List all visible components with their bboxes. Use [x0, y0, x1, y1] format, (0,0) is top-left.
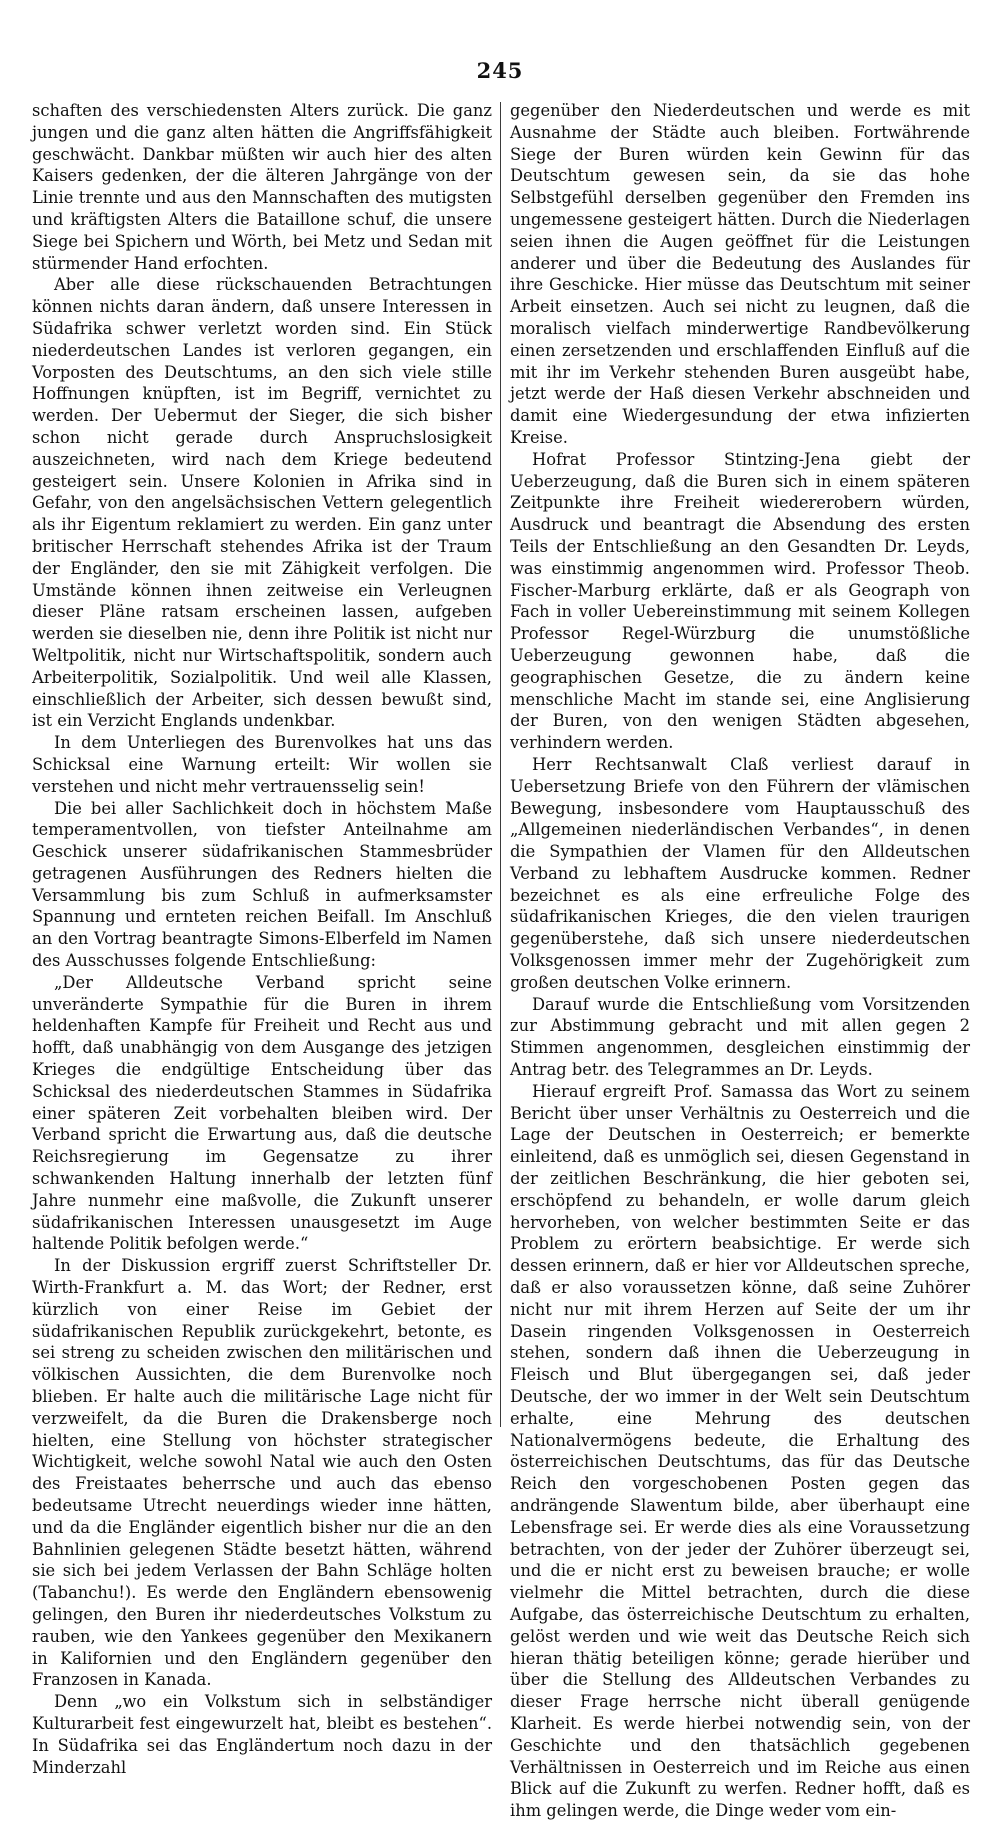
paragraph: Hierauf ergreift Prof. Samassa das Wort zu seinem Bericht über unser Verhältnis zu Oesterreich und die Lage der Deutschen in Oesterreich; er bemerkte einleitend, daß es unmöglich sei, diesen Gegenstand in der zeitlichen Beschränkung, die hier geboten sei, erschöpfend zu behandeln, er wolle darum gleich hervorheben, von welcher bestimmten Seite er das Problem zu erörtern beabsichtige. Er werde sich dessen erinnern, daß er hier vor Alldeutschen spreche, daß er also voraussetzen könne, daß seine Zuhörer nicht nur mit ihrem Herzen auf Seite der um ihr Dasein ringenden Volksgenossen in Oesterreich stehen, sondern daß ihnen die Ueberzeugung in Fleisch und Blut übergegangen sei, daß jeder Deutsche, der wo immer in der Welt sein Deutschtum erhalte, eine Mehrung des deutschen Nationalvermögens bedeute, die Erhaltung des österreichischen Deutschtums, das für das Deutsche Reich den vorgeschobenen Posten gegen das andrängende Slawentum bilde, aber überhaupt eine Lebensfrage sei. Er werde dies als eine Voraussetzung betrachten, von der jeder der Zuhörer überzeugt sei, und die er nicht erst zu beweisen brauche; er wolle vielmehr die Mittel betrachten, durch die diese Aufgabe, das österreichische Deutschtum zu erhalten, gelöst werden und wie weit das Deutsche Reich sich hieran thätig beteiligen könne; gerade hierüber und über die Stellung des Alldeutschen Verbandes zu dieser Frage herrsche nicht überall genügende Klarheit. Es werde hierbei notwendig sein, von der Geschichte und den thatsächlich gegebenen Verhältnissen in Oesterreich und im Reiche aus einen Blick auf die Zukunft zu werfen. Redner hofft, daß es ihm gelingen werde, die Dinge weder vom ein-	[510, 1081, 970, 1821]
left-column	[32, 100, 492, 1777]
column-divider	[500, 102, 501, 1427]
paragraph: Herr Rechtsanwalt Claß verliest darauf in Uebersetzung Briefe von den Führern der vlämischen Bewegung, insbesondere vom Hauptausschuß des „Allgemeinen niederländischen Verbandes“, in denen die Sympathien der Vlamen für den Alldeutschen Verband zu lebhaftem Ausdrucke kommen. Redner bezeichnet es als eine erfreuliche Folge des südafrikanischen Krieges, die den vielen traurigen gegenüberstehe, daß sich unsere niederdeutschen Volksgenossen immer mehr der Zugehörigkeit zum großen deutschen Volke erinnern.	[510, 754, 970, 992]
paragraph: In dem Unterliegen des Burenvolkes hat uns das Schicksal eine Warnung erteilt: Wir wollen sie verstehen und nicht mehr vertrauensselig sein!	[32, 733, 492, 796]
right-column	[510, 100, 970, 1821]
paragraph: Hofrat Professor Stintzing-Jena giebt der Ueberzeugung, daß die Buren sich in einem späteren Zeitpunkte ihre Freiheit wiedererobern würden, Ausdruck und beantragt die Absendung des ersten Teils der Entschließung an den Gesandten Dr. Leyds, was einstimmig angenommen wird. Professor Theob. Fischer-Marburg erklärte, daß er als Geograph von Fach in voller Uebereinstimmung mit seinem Kollegen Professor Regel-Würzburg die unumstößliche Ueberzeugung gewonnen habe, daß die geographischen Gesetze, die zu ändern keine menschliche Macht im stande sei, eine Anglisierung der Buren, von den wenigen Städten abgesehen, verhindern werden.	[510, 449, 970, 753]
paragraph: gegenüber den Niederdeutschen und werde es mit Ausnahme der Städte auch bleiben. Fortwährende Siege der Buren würden kein Gewinn für das Deutschtum gewesen sein, da sie das hohe Selbstgefühl derselben gegenüber den Fremden ins ungemessene gesteigert hätten. Durch die Niederlagen seien ihnen die Augen geöffnet für die Leistungen anderer und über die Bedeutung des Auslandes für ihre Geschicke. Hier müsse das Deutschtum mit seiner Arbeit einsetzen. Auch sei nicht zu leugnen, daß die moralisch vielfach minderwertige Randbevölkerung einen zersetzenden und erschlaffenden Einfluß auf die mit ihr im Verkehr stehenden Buren ausgeübt habe, jetzt werde der Haß diesen Verkehr abschneiden und damit eine Wiedergesundung der etwa infizierten Kreise.	[510, 101, 970, 447]
page-number: 245	[476, 58, 524, 83]
paragraph: schaften des verschiedensten Alters zurück. Die ganz jungen und die ganz alten hätten die Angriffsfähigkeit geschwächt. Dankbar müßten wir auch hier des alten Kaisers gedenken, der die älteren Jahrgänge von der Linie trennte und aus den Mannschaften des mutigsten und kräftigsten Alters die Bataillone schuf, die unsere Siege bei Spichern und Wörth, bei Metz und Sedan mit stürmender Hand erfochten.	[32, 101, 492, 273]
paragraph: Darauf wurde die Entschließung vom Vorsitzenden zur Abstimmung gebracht und mit allen gegen 2 Stimmen angenommen, desgleichen einstimmig der Antrag betr. des Telegrammes an Dr. Leyds.	[510, 994, 970, 1080]
paragraph: In der Diskussion ergriff zuerst Schriftsteller Dr. Wirth-Frankfurt a. M. das Wort; der Redner, erst kürzlich von einer Reise im Gebiet der südafrikanischen Republik zurückgekehrt, betonte, es sei streng zu scheiden zwischen den militärischen und völkischen Aussichten, die dem Burenvolke noch blieben. Er halte auch die militärische Lage nicht für verzweifelt, da die Buren die Drakensberge noch hielten, eine Stellung von höchster strategischer Wichtigkeit, welche sowohl Natal wie auch den Osten des Freistaates beherrsche und auch das ebenso bedeutsame Utrecht neuerdings wieder inne hätten, und da die Engländer eigentlich bisher nur die an den Bahnlinien gelegenen Städte besetzt hätten, während sie sich bei jedem Verlassen der Bahn Schläge holten (Tabanchu!). Es werde den Engländern ebensowenig gelingen, den Buren ihr niederdeutsches Volkstum zu rauben, wie den Yankees gegenüber den Mexikanern in Kalifornien und den Engländern gegenüber den Franzosen in Kanada.	[32, 1256, 492, 1690]
paragraph: Die bei aller Sachlichkeit doch in höchstem Maße temperamentvollen, von tiefster Anteilnahme am Geschick unserer südafrikanischen Stammesbrüder getragenen Ausführungen des Redners hielten die Versammlung bis zum Schluß in aufmerksamster Spannung und ernteten reichen Beifall. Im Anschluß an den Vortrag beantragte Simons-Elberfeld im Namen des Ausschusses folgende Entschließung:	[32, 798, 492, 971]
paragraph: Denn „wo ein Volkstum sich in selbständiger Kulturarbeit fest eingewurzelt hat, bleibt es bestehen“. In Südafrika sei das Engländertum noch dazu in der Minderzahl	[32, 1692, 492, 1777]
resolution-quote: „Der Alldeutsche Verband spricht seine unveränderte Sympathie für die Buren in ihrem heldenhaften Kampfe für Freiheit und Recht aus und hofft, daß unabhängig von dem Ausgange des jetzigen Krieges die endgültige Entscheidung über das Schicksal des niederdeutschen Stammes in Südafrika einer späteren Zeit vorbehalten bleiben wird. Der Verband spricht die Erwartung aus, daß die deutsche Reichsregierung im Gegensatze zu ihrer schwankenden Haltung innerhalb der letzten fünf Jahre nunmehr eine maßvolle, die Zukunft unserer südafrikanischen Interessen unausgesetzt im Auge haltende Politik befolgen werde.“	[32, 972, 492, 1254]
paragraph: Aber alle diese rückschauenden Betrachtungen können nichts daran ändern, daß unsere Interessen in Südafrika schwer verletzt worden sind. Ein Stück niederdeutschen Landes ist verloren gegangen, ein Vorposten des Deutschtums, an den sich viele stille Hoffnungen knüpften, ist im Begriff, vernichtet zu werden. Der Uebermut der Sieger, die sich bisher schon nicht gerade durch Anspruchslosigkeit auszeichneten, wird nach dem Kriege bedeutend gesteigert sein. Unsere Kolonien in Afrika sind in Gefahr, von den angelsächsischen Vettern gelegentlich als ihr Eigentum reklamiert zu werden. Ein ganz unter britischer Herrschaft stehendes Afrika ist der Traum der Engländer, den sie mit Zähigkeit verfolgen. Die Umstände können ihnen zeitweise ein Verleugnen dieser Pläne ratsam erscheinen lassen, aufgeben werden sie dieselben nie, denn ihre Politik ist nicht nur Weltpolitik, nicht nur Wirtschaftspolitik, sondern auch Arbeiterpolitik, Sozialpolitik. Und weil alle Klassen, einschließlich der Arbeiter, sich dessen bewußt sind, ist ein Verzicht Englands undenkbar.	[32, 275, 492, 731]
